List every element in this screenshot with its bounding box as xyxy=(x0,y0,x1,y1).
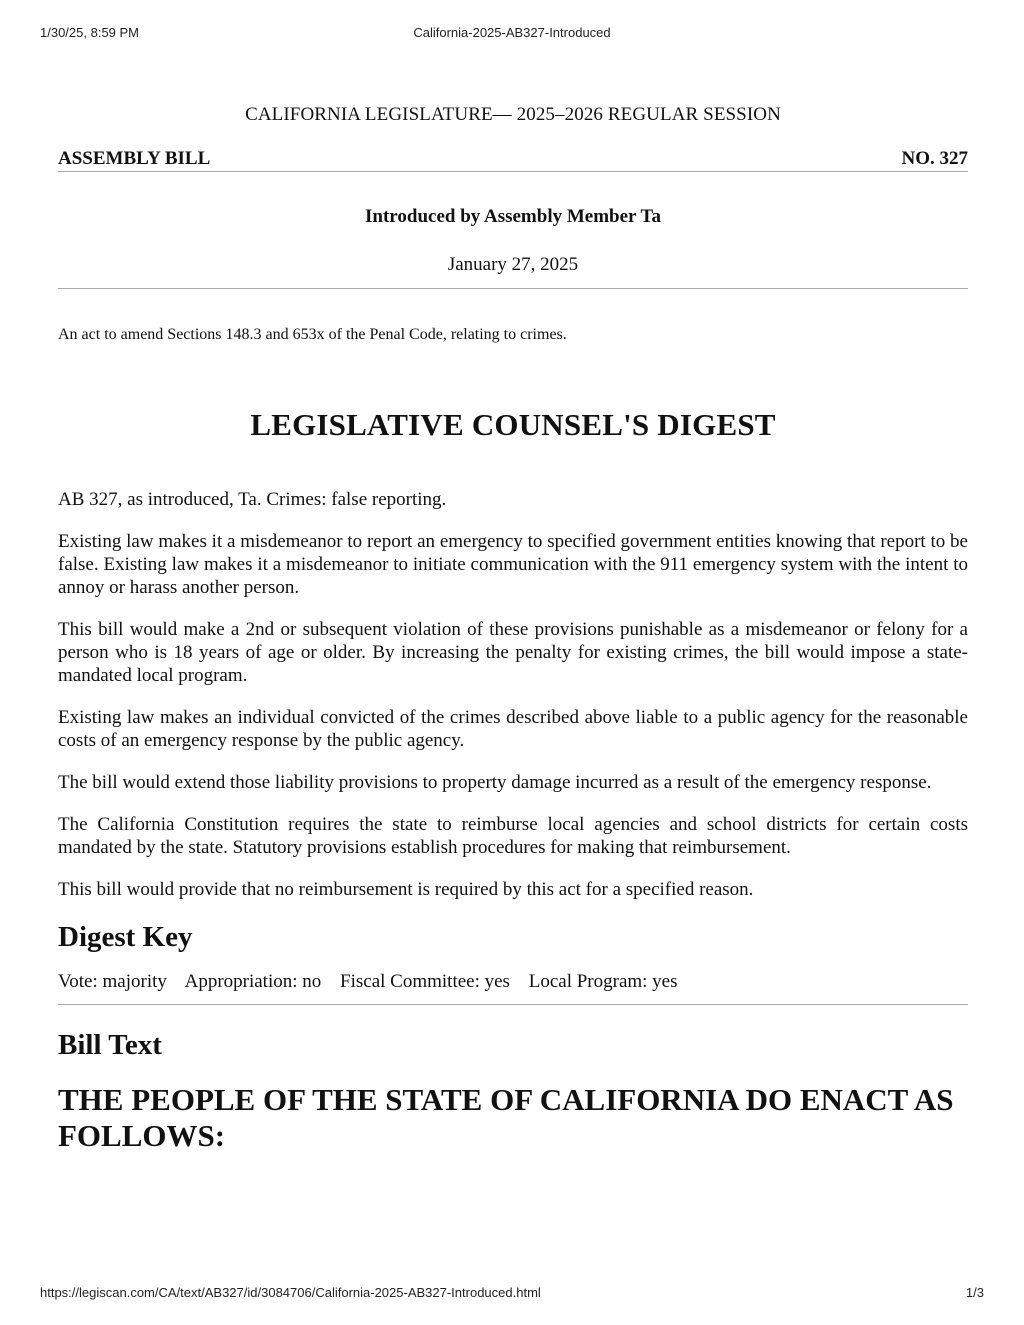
bill-type: ASSEMBLY BILL xyxy=(58,148,211,169)
digest-key-heading: Digest Key xyxy=(58,921,193,953)
digest-paragraph: This bill would make a 2nd or subsequent violation of these provisions punishable as a misdemeanor or felony for a person who is 18 years of age or older. By increasing the penalty for existing crimes, the bill would impose a state-mandated local program. xyxy=(58,619,968,686)
divider xyxy=(58,288,968,289)
act-description: An act to amend Sections 148.3 and 653x of the Penal Code, relating to crimes. xyxy=(58,326,567,343)
digest-paragraph: This bill would provide that no reimbursement is required by this act for a specified reason. xyxy=(58,879,754,900)
vote-value: Vote: majority xyxy=(58,971,167,992)
enacting-clause: THE PEOPLE OF THE STATE OF CALIFORNIA DO ENACT AS FOLLOWS: xyxy=(58,1082,954,1153)
print-header xyxy=(0,25,1024,43)
print-doc-title: California-2025-AB327-Introduced xyxy=(413,25,611,40)
appropriation-value: Appropriation: no xyxy=(184,971,322,992)
print-footer xyxy=(0,1285,1024,1303)
introduced-date: January 27, 2025 xyxy=(447,254,579,275)
digest-summary: AB 327, as introduced, Ta. Crimes: false reporting. xyxy=(58,489,447,510)
bill-identifier-row xyxy=(58,148,968,172)
page-number: 1/3 xyxy=(965,1285,984,1300)
bill-number: NO. 327 xyxy=(901,148,968,169)
print-datetime: 1/30/25, 8:59 PM xyxy=(40,25,140,40)
fiscal-committee-value: Fiscal Committee: yes xyxy=(340,971,510,992)
digest-paragraph: Existing law makes an individual convicted of the crimes described above liable to a public agency for the reasonable costs of an emergency response by the public agency. xyxy=(58,707,968,751)
bill-text-heading: Bill Text xyxy=(58,1029,162,1061)
bill-document xyxy=(58,100,968,1154)
digest-paragraph: The bill would extend those liability provisions to property damage incurred as a result of the emergency response. xyxy=(58,772,932,793)
digest-key-row xyxy=(58,971,968,1005)
digest-heading: LEGISLATIVE COUNSEL'S DIGEST xyxy=(250,407,776,442)
session-title: CALIFORNIA LEGISLATURE— 2025–2026 REGULAR SESSION xyxy=(245,104,781,125)
local-program-value: Local Program: yes xyxy=(528,971,678,992)
introduced-by: Introduced by Assembly Member Ta xyxy=(365,206,661,227)
digest-paragraph: Existing law makes it a misdemeanor to report an emergency to specified government entities knowing that report to be false. Existing law makes it a misdemeanor to initiate communication with the 911 emergency system with the intent to annoy or harass another person. xyxy=(58,531,968,598)
digest-paragraph: The California Constitution requires the state to reimburse local agencies and school districts for certain costs mandated by the state. Statutory provisions establish procedures for making that reimbursement. xyxy=(58,814,968,858)
page-url: https://legiscan.com/CA/text/AB327/id/3084706/California-2025-AB327-Introduced.html xyxy=(40,1285,541,1300)
